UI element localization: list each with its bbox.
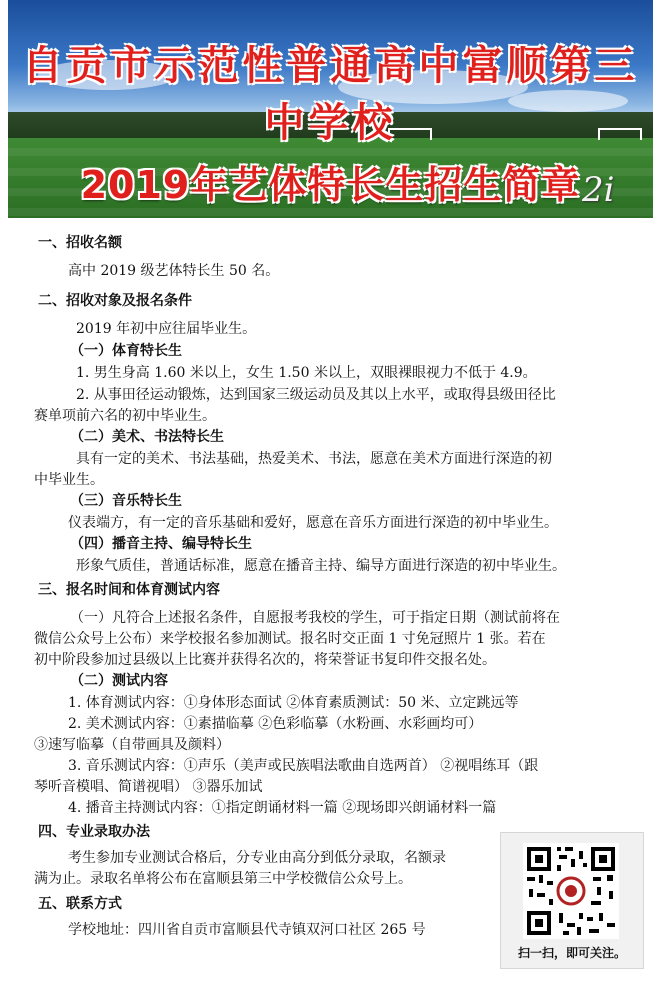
subsection-title: （三）音乐特长生 — [70, 493, 182, 509]
paragraph: 4. 播音主持测试内容：①指定朗诵材料一篇 ②现场即兴朗诵材料一篇 — [68, 800, 497, 816]
page-title: 2019年艺体特长生招生简章 — [80, 163, 581, 207]
deco-logo-text: 2i — [582, 170, 615, 210]
paragraph: 2019 年初中应往届毕业生。 — [76, 321, 257, 337]
paragraph: 中毕业生。 — [34, 472, 104, 488]
paragraph: 具有一定的美术、书法基础，热爱美术、书法，愿意在美术方面进行深造的初 — [76, 451, 552, 467]
paragraph: 微信公众号上公布）来学校报名参加测试。报名时交正面 1 寸免冠照片 1 张。若在 — [34, 631, 546, 647]
paragraph: 琴听音模唱、简谱视唱） ③器乐加试 — [34, 779, 263, 795]
qr-code-icon[interactable] — [523, 843, 619, 939]
paragraph: 高中 2019 级艺体特长生 50 名。 — [68, 263, 280, 279]
paragraph: 3. 音乐测试内容：①声乐（美声或民族唱法歌曲自选两首） ②视唱练耳（跟 — [68, 758, 539, 774]
section-title: 四、专业录取办法 — [38, 824, 150, 840]
paragraph: 1. 体育测试内容：①身体形态面试 ②体育素质测试：50 米、立定跳远等 — [68, 695, 519, 711]
qr-caption: 扫一扫，即可关注。 — [517, 946, 626, 960]
paragraph: ③速写临摹（自带画具及颜料） — [34, 737, 230, 753]
qr-code-panel — [500, 832, 644, 969]
school-name: 自贡市示范性普通高中富顺第三中学校 — [22, 42, 639, 146]
paragraph: 仪表端方，有一定的音乐基础和爱好，愿意在音乐方面进行深造的初中毕业生。 — [68, 515, 558, 531]
section-title: 五、联系方式 — [38, 896, 122, 912]
subsection-title: （二）测试内容 — [70, 673, 168, 689]
section-title: 二、招收对象及报名条件 — [38, 293, 192, 309]
paragraph: 形象气质佳，普通话标准，愿意在播音主持、编导方面进行深造的初中毕业生。 — [76, 558, 566, 574]
section-title: 三、报名时间和体育测试内容 — [38, 582, 220, 598]
paragraph: 赛单项前六名的初中毕业生。 — [34, 408, 216, 424]
paragraph: 满为止。录取名单将公布在富顺县第三中学校微信公众号上。 — [34, 871, 412, 887]
paragraph: 考生参加专业测试合格后，分专业由高分到低分录取，名额录 — [68, 850, 446, 866]
subsection-title: （二）美术、书法特长生 — [70, 429, 224, 445]
section-title: 一、招收名额 — [38, 235, 122, 251]
paragraph: （一）凡符合上述报名条件，自愿报考我校的学生，可于指定日期（测试前将在 — [70, 610, 560, 626]
paragraph: 2. 美术测试内容：①素描临摹 ②色彩临摹（水粉画、水彩画均可） — [68, 716, 483, 732]
paragraph: 初中阶段参加过县级以上比赛并获得名次的，将荣誉证书复印件交报名处。 — [34, 652, 496, 668]
subsection-title: （一）体育特长生 — [70, 343, 182, 359]
paragraph: 1. 男生身高 1.60 米以上，女生 1.50 米以上，双眼裸眼视力不低于 4.9。 — [76, 365, 537, 381]
contact-address: 学校地址：四川省自贡市富顺县代寺镇双河口社区 265 号 — [68, 922, 426, 938]
subsection-title: （四）播音主持、编导特长生 — [70, 536, 252, 552]
paragraph: 2. 从事田径运动锻炼，达到国家三级运动员及其以上水平，或取得县级田径比 — [76, 387, 556, 403]
